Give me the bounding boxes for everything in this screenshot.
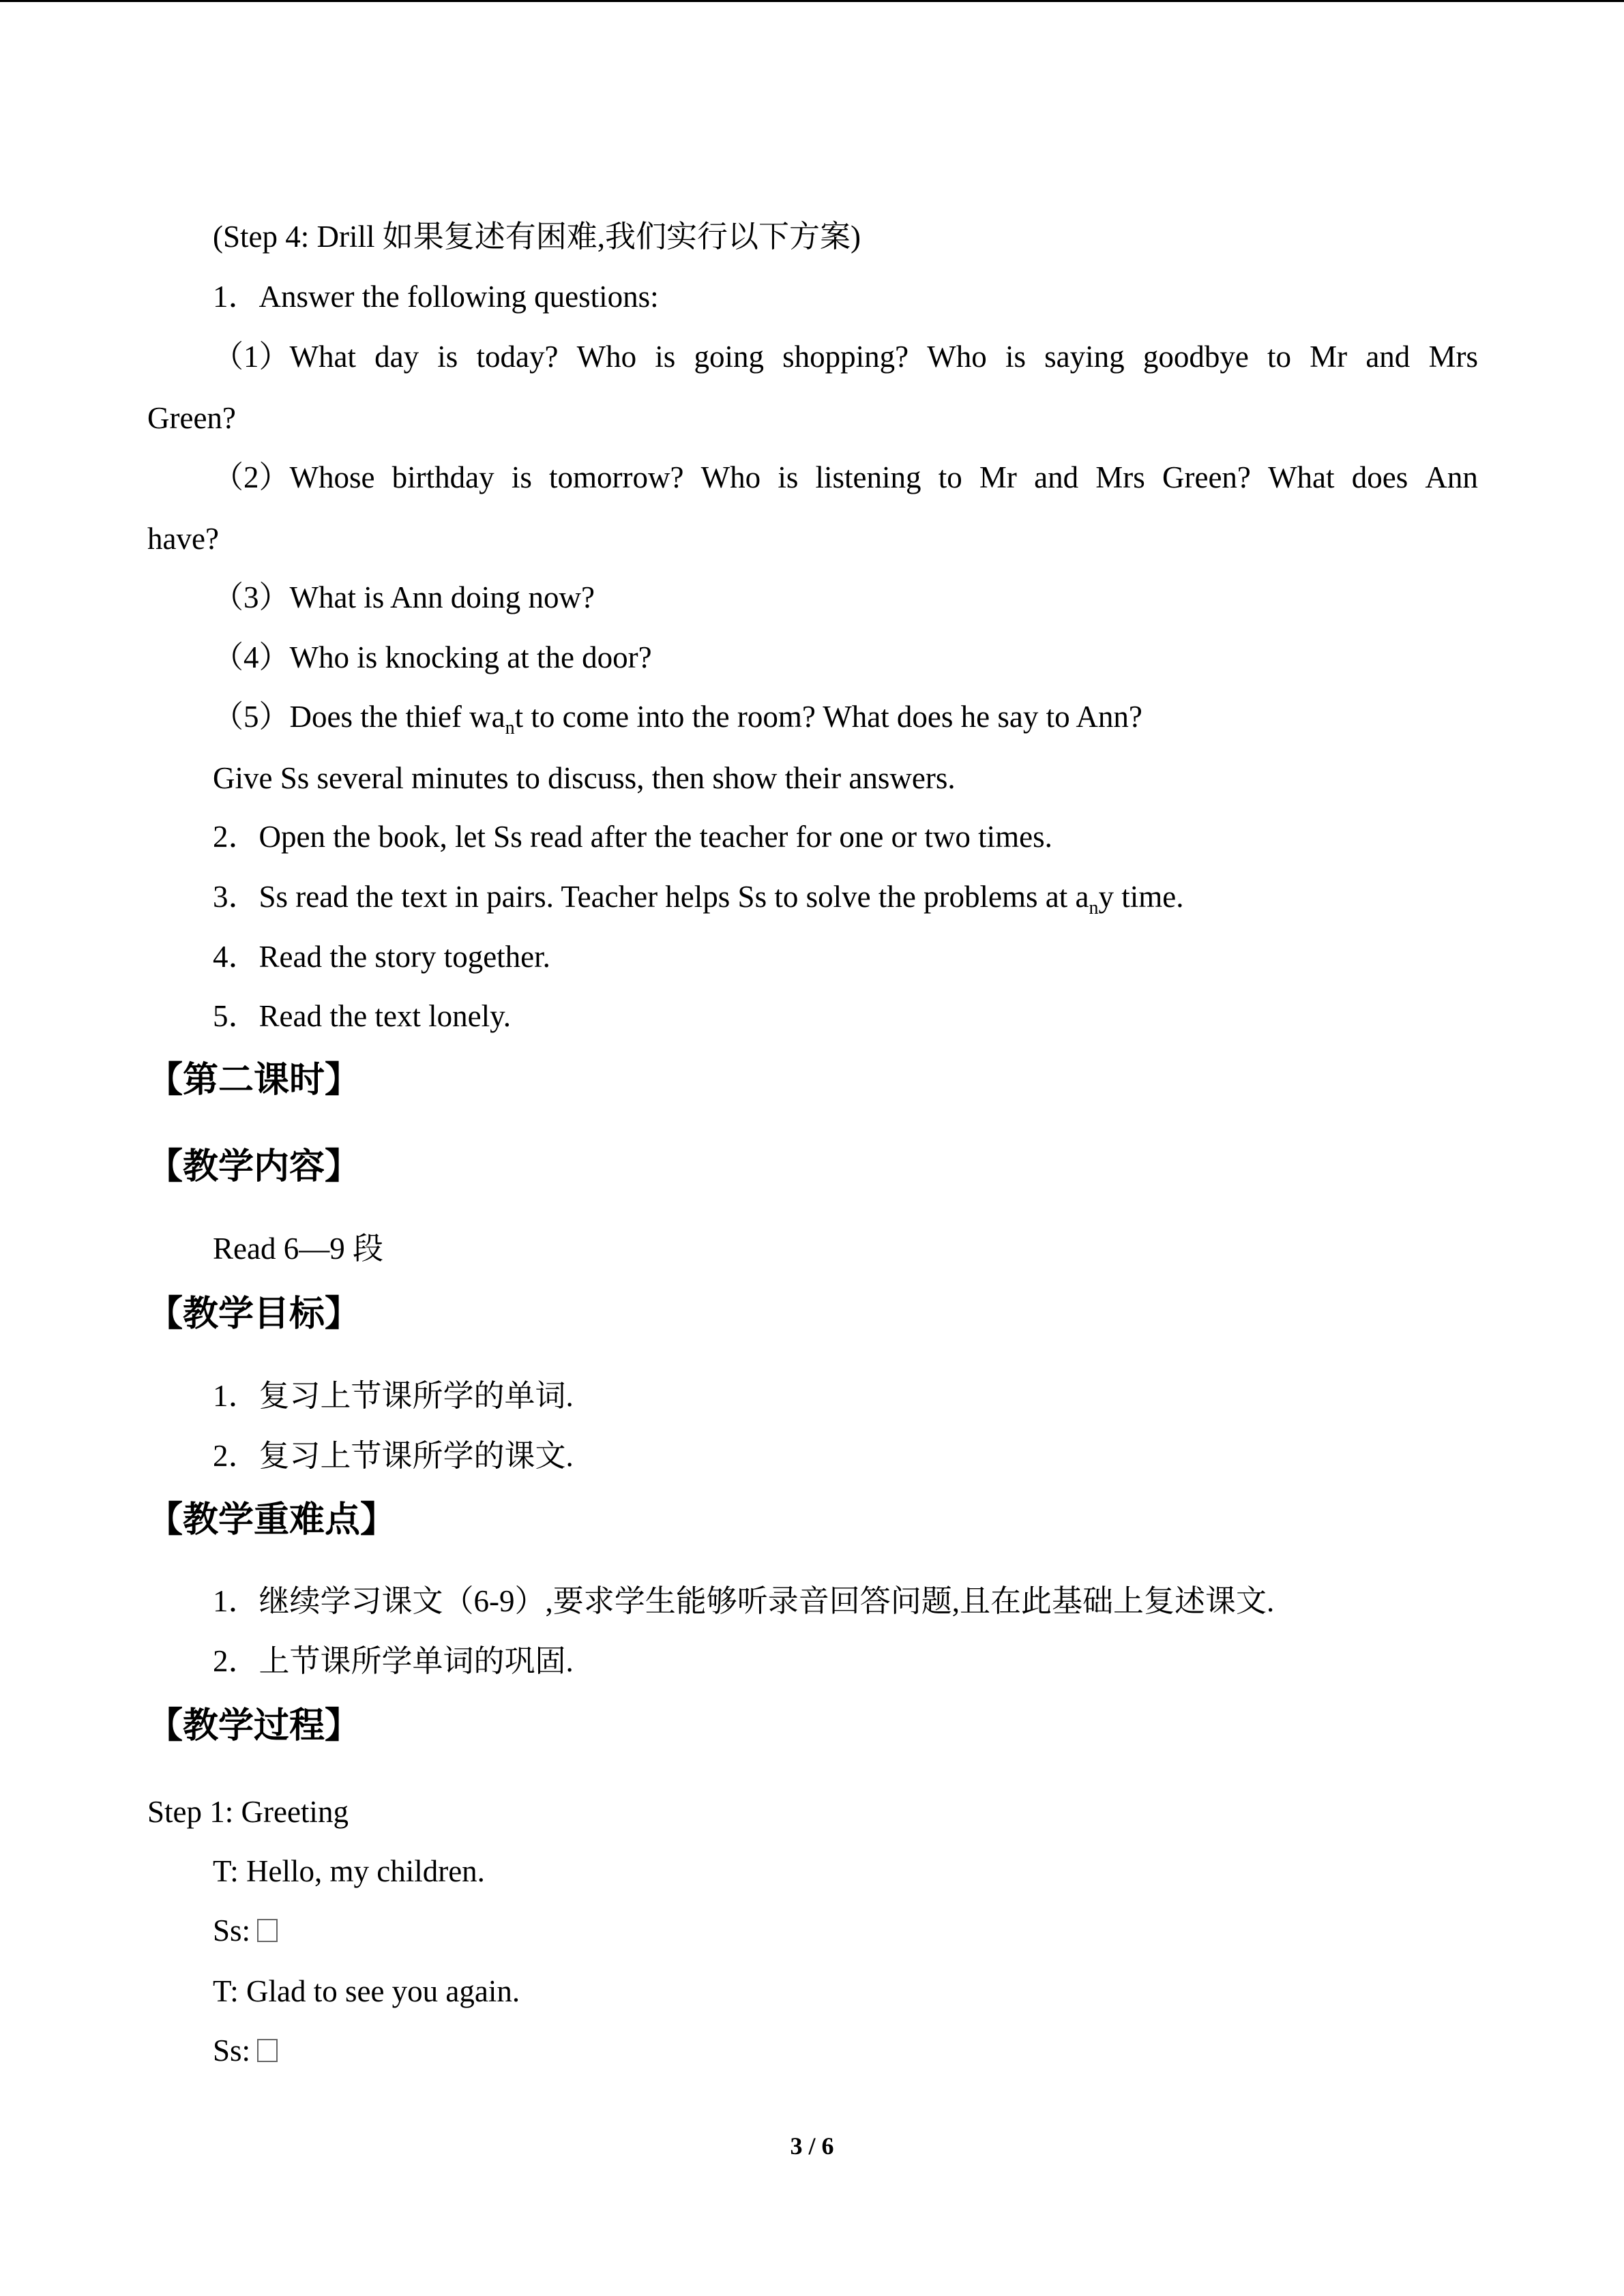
item3-subscript: n (1089, 897, 1099, 919)
q1-p16: Mrs (1428, 340, 1478, 374)
students-label-2: Ss: (213, 2033, 251, 2068)
q1-p14: Mr (1310, 340, 1348, 374)
teaching-process-heading: 【教学过程】 (147, 1705, 361, 1746)
key-point-2: 2．上节课所学单词的巩固. (213, 1644, 574, 1678)
step-item-5: 5．Read the text lonely. (213, 999, 511, 1033)
goal-2: 2．复习上节课所学的课文. (213, 1439, 574, 1473)
question-2-line-2: have? (147, 522, 219, 556)
teaching-content-text: Read 6—9 段 (213, 1232, 383, 1266)
q2-p4: tomorrow? (549, 460, 684, 494)
question-1-line-2: Green? (147, 401, 236, 435)
question-5 (213, 696, 1142, 749)
step4-drill-line: (Step 4: Drill 如果复述有困难,我们实行以下方案) (213, 220, 861, 254)
goal-1: 1．复习上节课所学的单词. (213, 1379, 574, 1413)
item3-text-start: 3．Ss read the text in pairs. Teacher helps Ss to solve the problems at a (213, 880, 1089, 914)
q1-p2: day (374, 340, 419, 374)
blank-box-icon (257, 1919, 278, 1942)
dialogue-students-1 (213, 1910, 278, 1951)
q2-p8: to (938, 460, 962, 494)
question-3: （3）What is Ann doing now? (213, 580, 595, 614)
dialogue-teacher-2: T: Glad to see you again. (213, 1974, 520, 2008)
teaching-goals-heading: 【教学目标】 (147, 1294, 361, 1335)
q5-text-end: t to come into the room? What does he say to Ann? (514, 700, 1142, 734)
q1-p13: to (1267, 340, 1291, 374)
q2-p3: is (511, 460, 532, 494)
q1-p11: saying (1044, 340, 1125, 374)
q2-p14: does (1351, 460, 1408, 494)
discuss-instruction: Give Ss several minutes to discuss, then show their answers. (213, 761, 956, 795)
q1-p15: and (1365, 340, 1411, 374)
q2-p13: What (1268, 460, 1335, 494)
lesson-2-heading: 【第二课时】 (147, 1060, 361, 1101)
question-2-line-1 (213, 457, 1478, 498)
step-1-greeting: Step 1: Greeting (147, 1795, 349, 1829)
question-1-line-1 (213, 336, 1478, 377)
answer-questions-heading: 1．Answer the following questions: (213, 280, 659, 314)
item3-text-end: y time. (1098, 880, 1184, 914)
dialogue-teacher-1: T: Hello, my children. (213, 1854, 485, 1888)
key-points-heading: 【教学重难点】 (147, 1500, 396, 1540)
q2-p6: is (778, 460, 799, 494)
page-number: 3 / 6 (790, 2132, 834, 2160)
q2-p12: Green? (1162, 460, 1251, 494)
q1-p9: Who (927, 340, 987, 374)
step-item-2: 2．Open the book, let Ss read after the teacher for one or two times. (213, 820, 1052, 854)
q2-p5: Who (700, 460, 761, 494)
students-label-1: Ss: (213, 1913, 251, 1948)
dialogue-students-2 (213, 2030, 278, 2071)
q2-p7: listening (815, 460, 921, 494)
q1-p6: is (655, 340, 676, 374)
q1-p3: is (437, 340, 458, 374)
q2-p15: Ann (1425, 460, 1478, 494)
q5-text-start: （5）Does the thief wa (213, 700, 505, 734)
key-point-1: 1．继续学习课文（6-9）,要求学生能够听录音回答问题,且在此基础上复述课文. (213, 1584, 1275, 1618)
q1-p4: today? (476, 340, 559, 374)
step-item-3 (213, 876, 1183, 929)
q1-p7: going (694, 340, 764, 374)
step-item-4: 4．Read the story together. (213, 940, 550, 974)
q5-subscript: n (505, 717, 515, 739)
blank-box-icon (257, 2039, 278, 2062)
q2-p10: and (1034, 460, 1079, 494)
q1-p8: shopping? (782, 340, 909, 374)
q2-p1: （2）Whose (213, 460, 375, 494)
q2-p9: Mr (979, 460, 1017, 494)
q1-p5: Who (576, 340, 637, 374)
q1-p10: is (1005, 340, 1026, 374)
q2-p11: Mrs (1095, 460, 1145, 494)
q1-p12: goodbye (1142, 340, 1249, 374)
q1-p1: （1）What (213, 340, 356, 374)
teaching-content-heading: 【教学内容】 (147, 1146, 361, 1187)
question-4: （4）Who is knocking at the door? (213, 640, 652, 674)
q2-p2: birthday (392, 460, 494, 494)
